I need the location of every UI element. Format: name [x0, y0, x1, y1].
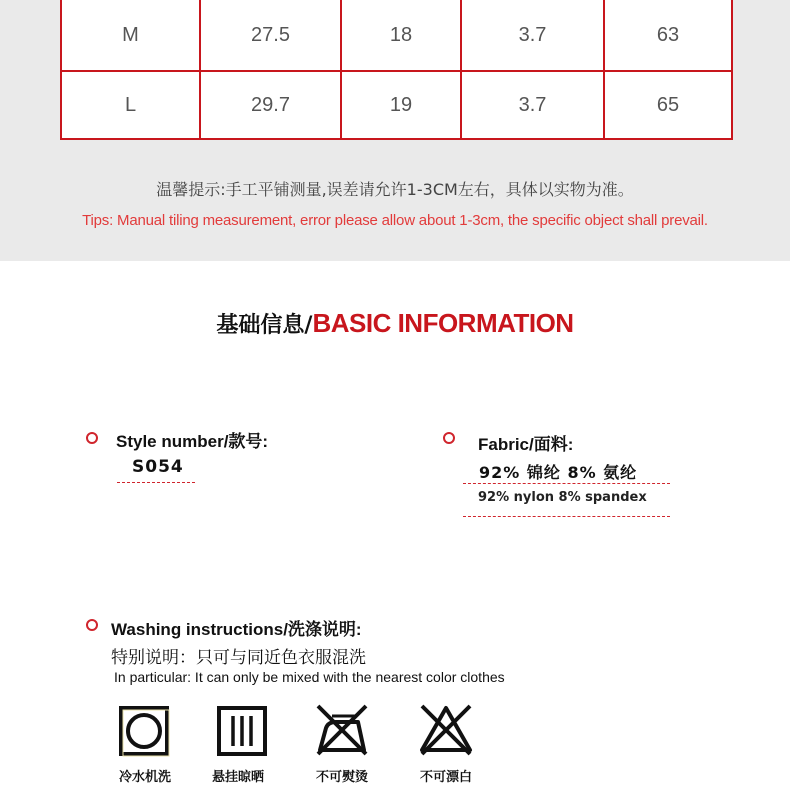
- section-heading: [0, 308, 790, 339]
- wash-caption: 悬挂晾晒: [211, 770, 264, 785]
- fabric-value-english: 92% nylon 8% spandex: [478, 490, 647, 505]
- table-cell: 65: [604, 71, 732, 139]
- table-cell: 19: [341, 71, 461, 139]
- heading-english: BASIC INFORMATION: [312, 308, 574, 338]
- table-cell: 29.7: [200, 71, 341, 139]
- bullet-icon: [443, 432, 455, 444]
- no-iron-icon: [314, 702, 370, 758]
- table-cell: 63: [604, 0, 732, 71]
- no-bleach-icon: [418, 702, 474, 758]
- washing-note-english: In particular: It can only be mixed with the nearest color clothes: [114, 669, 505, 685]
- wash-caption: 不可漂白: [419, 770, 472, 785]
- table-cell: 3.7: [461, 0, 604, 71]
- cold-machine-wash-icon: [117, 704, 173, 760]
- divider: [463, 483, 670, 484]
- washing-label: Washing instructions/洗涤说明:: [111, 620, 362, 639]
- table-row: [61, 0, 732, 71]
- washing-note-chinese: 特别说明：只可与同近色衣服混洗: [111, 648, 366, 668]
- table-cell: 27.5: [200, 0, 341, 71]
- tip-english: Tips: Manual tiling measurement, error please allow about 1-3cm, the specific object shall prevail.: [82, 212, 708, 229]
- bullet-icon: [86, 619, 98, 631]
- table-cell: 3.7: [461, 71, 604, 139]
- divider: [117, 482, 195, 483]
- wash-caption: 冷水机洗: [118, 770, 171, 785]
- table-cell: L: [61, 71, 200, 139]
- style-number-label: Style number/款号:: [116, 432, 269, 451]
- table-cell: 18: [341, 0, 461, 71]
- hang-dry-icon: [215, 704, 271, 760]
- wash-caption: 不可熨烫: [315, 770, 368, 785]
- size-table: [60, 0, 733, 140]
- size-chart-section: [0, 0, 790, 261]
- table-cell: M: [61, 0, 200, 71]
- heading-chinese: 基础信息/: [216, 313, 313, 338]
- fabric-label: Fabric/面料:: [478, 435, 574, 454]
- style-number-value: S054: [132, 457, 184, 477]
- fabric-value-chinese: 92% 锦纶 8% 氨纶: [479, 463, 638, 482]
- divider: [463, 516, 670, 517]
- bullet-icon: [86, 432, 98, 444]
- table-row: [61, 71, 732, 139]
- tip-chinese: 温馨提示:手工平铺测量,误差请允许1-3CM左右，具体以实物为准。: [156, 180, 634, 199]
